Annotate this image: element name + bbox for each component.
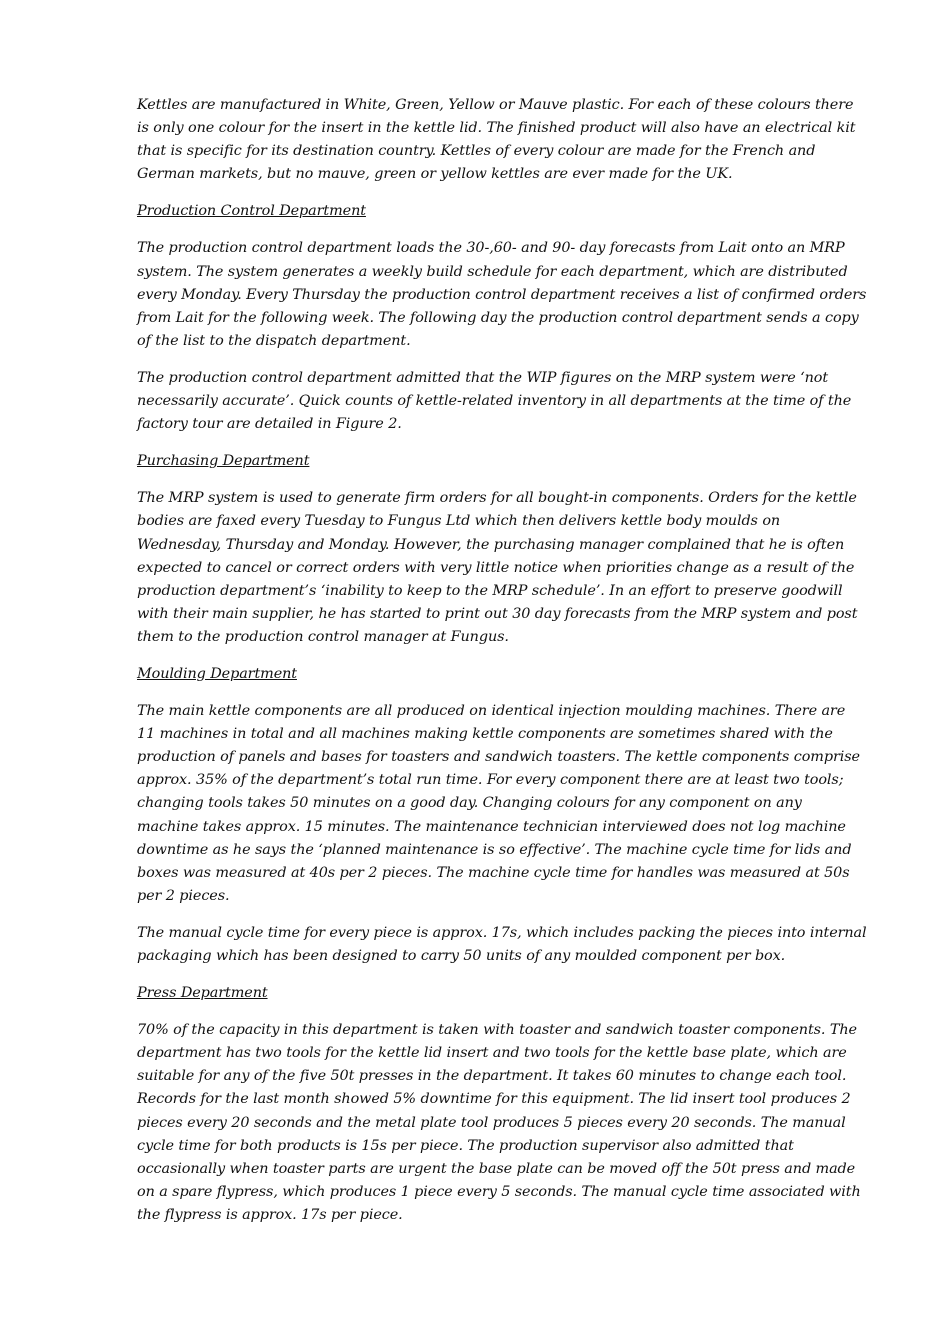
production-control-paragraph-1: The production control department loads the 30-,60- and 90- day forecasts from Lait onto an MRP system. The system generates a weekly build schedule for each department, which are distributed every Monday. Every Thursday the production control department receives a list of confirmed orders from Lait for the following week. The following day the production control department sends a copy of the list to the dispatch department. <box>137 240 867 349</box>
moulding-paragraph-1: The main kettle components are all produced on identical injection moulding machines. There are 11 machines in total and all machines making kettle components are sometimes shared with the production of panels and bases for toasters and sandwich toasters. The kettle components comprise approx. 35% of the department’s total run time. For every component there are at least two tools; changing tools takes 50 minutes on a good day. Changing colours for any component on any machine takes approx. 15 minutes. The maintenance technician interviewed does not log machine downtime as he says the ‘planned maintenance is so effective’. The machine cycle time for lids and boxes was measured at 40s per 2 pieces. The machine cycle time for handles was measured at 50s per 2 pieces. <box>137 703 860 904</box>
heading-production-control: Production Control Department <box>137 203 366 220</box>
heading-moulding: Moulding Department <box>137 665 297 682</box>
heading-purchasing: Purchasing Department <box>137 453 310 470</box>
purchasing-paragraph-1: The MRP system is used to generate firm orders for all bought-in components. Orders for the kettle bodies are faxed every Tuesday to Fungus Ltd which then delivers kettle body moulds on Wednesday, Thursday and Monday. However, the purchasing manager complained that he is often expected to cancel or correct orders with very little notice when priorities change as a result of the production department’s ‘inability to keep to the MRP schedule’. In an effort to preserve goodwill with their main supplier, he has started to print out 30 day forecasts from the MRP system and post them to the production control manager at Fungus. <box>137 490 858 645</box>
document-page <box>137 94 867 1241</box>
intro-paragraph: Kettles are manufactured in White, Green, Yellow or Mauve plastic. For each of these colours there is only one colour for the insert in the kettle lid. The finished product will also have an electrical kit that is specific for its destination country. Kettles of every colour are made for the French and German markets, but no mauve, green or yellow kettles are ever made for the UK. <box>137 97 856 183</box>
production-control-paragraph-2: The production control department admitted that the WIP figures on the MRP system were ‘not necessarily accurate’. Quick counts of kettle-related inventory in all departments at the time of the factory tour are detailed in Figure 2. <box>137 369 852 433</box>
press-paragraph-1: 70% of the capacity in this department is taken with toaster and sandwich toaster components. The department has two tools for the kettle lid insert and two tools for the kettle base plate, which are suitable for any of the five 50t presses in the department. It takes 60 minutes to change each tool. Records for the last month showed 5% downtime for this equipment. The lid insert tool produces 2 pieces every 20 seconds and the metal plate tool produces 5 pieces every 20 seconds. The manual cycle time for both products is 15s per piece. The production supervisor also admitted that occasionally when toaster parts are urgent the base plate can be moved off the 50t press and made on a spare flypress, which produces 1 piece every 5 seconds. The manual cycle time associated with the flypress is approx. 17s per piece. <box>137 1022 861 1223</box>
heading-press: Press Department <box>137 985 268 1002</box>
moulding-paragraph-2: The manual cycle time for every piece is approx. 17s, which includes packing the pieces into internal packaging which has been designed to carry 50 units of any moulded component per box. <box>137 924 867 964</box>
